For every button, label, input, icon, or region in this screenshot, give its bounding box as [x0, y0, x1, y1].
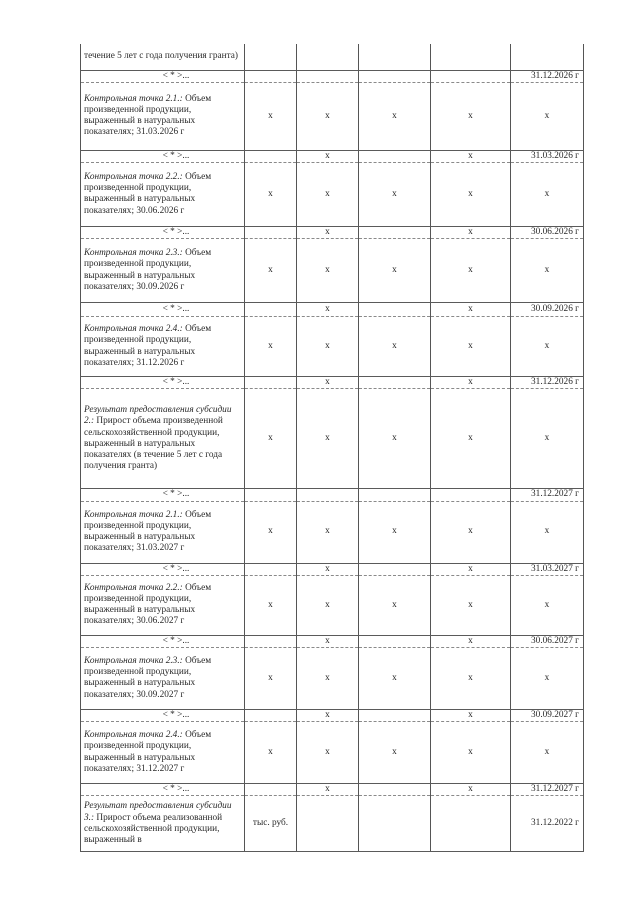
cell-value: x [392, 341, 397, 351]
cell-value: x [544, 265, 550, 275]
cell-value: x [468, 784, 473, 795]
value-cell-3 [297, 226, 359, 238]
indicator-cell [81, 70, 245, 82]
cell-value: x [544, 110, 550, 121]
value-cell-5 [431, 70, 511, 82]
indicator-text: Объем произведенной продукции, выраженный в натуральных показателях; 31.03.2026 г [84, 93, 212, 138]
value-cell-6 [511, 226, 584, 238]
cell-value: x [325, 265, 330, 275]
indicator-cell [81, 489, 245, 501]
cell-value: x [392, 747, 397, 758]
indicator-cell [81, 796, 245, 852]
cell-value: x [325, 672, 330, 683]
value-cell-4 [359, 389, 431, 489]
value-cell-2 [245, 635, 297, 647]
cell-value: x [268, 526, 273, 537]
value-cell-3 [297, 784, 359, 796]
cell-value: x [468, 672, 473, 683]
value-cell-6 [511, 82, 584, 150]
cell-value: 31.12.2026 г [531, 70, 579, 81]
value-cell-6 [511, 162, 584, 226]
cell-value: x [325, 304, 330, 314]
indicator-text: Объем произведенной продукции, выраженный в натуральных показателях; 30.09.2026 г [84, 248, 212, 292]
cell-value: x [268, 110, 273, 121]
indicator-title: Контрольная точка 2.3.: [84, 248, 183, 259]
value-cell-6 [511, 722, 584, 784]
cell-value: x [325, 709, 330, 720]
value-cell-2 [245, 44, 297, 70]
cell-value: x [468, 526, 473, 537]
value-cell-5 [431, 784, 511, 796]
value-cell-3 [297, 489, 359, 501]
cell-value: x [468, 110, 473, 121]
indicator-title: Контрольная точка 2.1.: [84, 93, 183, 104]
value-cell-2 [245, 722, 297, 784]
value-cell-3 [297, 70, 359, 82]
cell-value: x [325, 747, 330, 758]
cell-value: x [392, 110, 397, 121]
cell-value: 31.12.2027 г [531, 489, 579, 500]
value-cell-4 [359, 377, 431, 389]
value-cell-2 [245, 501, 297, 563]
table-subrow [81, 784, 584, 796]
value-cell-5 [431, 239, 511, 303]
cell-value: x [325, 784, 330, 795]
subitem-marker: < * >... [162, 70, 190, 81]
value-cell-3 [297, 317, 359, 377]
table-row [81, 317, 584, 377]
value-cell-4 [359, 70, 431, 82]
value-cell-6 [511, 575, 584, 635]
indicator-title: Результат предоставления субсидии 3.: [84, 801, 232, 823]
table-subrow [81, 635, 584, 647]
cell-value: 30.06.2026 г [531, 226, 579, 237]
indicator-text: Прирост объема реализованной сельскохозяйственной продукции, выраженный в [84, 812, 223, 846]
value-cell-6 [511, 563, 584, 575]
indicator-title: Контрольная точка 2.4.: [84, 730, 183, 741]
indicator-cell [81, 389, 245, 489]
value-cell-4 [359, 303, 431, 317]
value-cell-6 [511, 389, 584, 489]
cell-value: x [392, 265, 397, 275]
value-cell-3 [297, 303, 359, 317]
cell-value: x [468, 341, 473, 351]
subitem-marker: < * >... [162, 635, 190, 646]
cell-value: x [392, 599, 397, 610]
cell-value: 30.06.2027 г [531, 635, 579, 646]
cell-value: x [325, 341, 330, 351]
indicator-cell [81, 162, 245, 226]
value-cell-2 [245, 709, 297, 721]
cell-value: x [325, 563, 330, 574]
indicator-cell [81, 82, 245, 150]
table-subrow [81, 303, 584, 317]
cell-value: x [268, 265, 273, 275]
value-cell-4 [359, 635, 431, 647]
value-cell-5 [431, 501, 511, 563]
value-cell-3 [297, 647, 359, 709]
indicator-text: течение 5 лет с года получения гранта) [84, 51, 238, 62]
value-cell-2 [245, 150, 297, 162]
table-row [81, 501, 584, 563]
value-cell-3 [297, 575, 359, 635]
value-cell-6 [511, 489, 584, 501]
indicator-title: Контрольная точка 2.1.: [84, 509, 183, 520]
value-cell-6 [511, 501, 584, 563]
cell-value: x [544, 747, 550, 758]
value-cell-3 [297, 162, 359, 226]
value-cell-2 [245, 647, 297, 709]
table-row [81, 796, 584, 852]
indicator-cell [81, 563, 245, 575]
table-subrow [81, 226, 584, 238]
cell-value: x [468, 265, 473, 275]
value-cell-4 [359, 575, 431, 635]
cell-value: 31.12.2027 г [531, 784, 579, 795]
table-row [81, 389, 584, 489]
value-cell-5 [431, 303, 511, 317]
cell-value: тыс. руб. [252, 818, 289, 829]
value-cell-6 [511, 635, 584, 647]
indicator-title: Результат предоставления субсидии 2.: [84, 405, 232, 427]
table-row [81, 575, 584, 635]
value-cell-2 [245, 784, 297, 796]
cell-value: x [468, 433, 473, 444]
value-cell-2 [245, 796, 297, 852]
table-subrow [81, 70, 584, 82]
value-cell-3 [297, 796, 359, 852]
indicator-cell [81, 239, 245, 303]
value-cell-6 [511, 647, 584, 709]
value-cell-2 [245, 82, 297, 150]
value-cell-3 [297, 389, 359, 489]
indicator-cell [81, 226, 245, 238]
subitem-marker: < * >... [162, 563, 190, 574]
value-cell-4 [359, 489, 431, 501]
indicator-cell [81, 709, 245, 721]
cell-value: x [268, 433, 273, 444]
value-cell-5 [431, 317, 511, 377]
table-subrow [81, 563, 584, 575]
subitem-marker: < * >... [162, 377, 190, 388]
indicator-text: Объем произведенной продукции, выраженный в натуральных показателях; 30.06.2027 г [84, 582, 212, 627]
cell-value: x [544, 188, 550, 199]
value-cell-3 [297, 501, 359, 563]
cell-value: x [544, 433, 550, 444]
value-cell-3 [297, 635, 359, 647]
indicator-text: Объем произведенной продукции, выраженный в натуральных показателях; 30.09.2027 г [84, 656, 212, 700]
cell-value: x [325, 150, 330, 161]
value-cell-3 [297, 377, 359, 389]
subitem-marker: < * >... [162, 304, 190, 314]
value-cell-6 [511, 239, 584, 303]
indicator-title: Контрольная точка 2.2.: [84, 582, 183, 593]
value-cell-5 [431, 162, 511, 226]
cell-value: x [268, 599, 273, 610]
value-cell-3 [297, 709, 359, 721]
cell-value: x [468, 635, 473, 646]
value-cell-3 [297, 82, 359, 150]
cell-value: x [468, 377, 473, 388]
value-cell-3 [297, 44, 359, 70]
value-cell-5 [431, 796, 511, 852]
cell-value: x [468, 150, 473, 161]
indicator-cell [81, 377, 245, 389]
indicator-cell [81, 317, 245, 377]
indicator-cell [81, 784, 245, 796]
indicator-text: Объем произведенной продукции, выраженный в натуральных показателях; 31.12.2027 г [84, 730, 212, 774]
value-cell-3 [297, 239, 359, 303]
cell-value: x [544, 599, 550, 610]
cell-value: x [544, 672, 550, 683]
cell-value: x [468, 709, 473, 720]
cell-value: 31.03.2027 г [531, 563, 579, 574]
cell-value: x [325, 226, 330, 237]
subitem-marker: < * >... [162, 489, 190, 500]
value-cell-5 [431, 82, 511, 150]
value-cell-4 [359, 150, 431, 162]
results-table [80, 44, 584, 852]
value-cell-5 [431, 722, 511, 784]
cell-value: x [325, 433, 330, 444]
table-row [81, 162, 584, 226]
cell-value: x [268, 672, 273, 683]
cell-value: 31.12.2026 г [531, 377, 579, 388]
cell-value: x [325, 526, 330, 537]
value-cell-2 [245, 226, 297, 238]
cell-value: 30.09.2027 г [531, 709, 579, 720]
results-table-body [81, 44, 584, 852]
value-cell-6 [511, 377, 584, 389]
value-cell-6 [511, 796, 584, 852]
table-row [81, 722, 584, 784]
cell-value: 31.03.2026 г [531, 150, 579, 161]
cell-value: 31.12.2022 г [531, 818, 579, 829]
indicator-title: Контрольная точка 2.2.: [84, 172, 183, 182]
value-cell-3 [297, 563, 359, 575]
value-cell-6 [511, 150, 584, 162]
value-cell-6 [511, 44, 584, 70]
value-cell-2 [245, 377, 297, 389]
value-cell-6 [511, 303, 584, 317]
value-cell-3 [297, 150, 359, 162]
subitem-marker: < * >... [162, 150, 190, 161]
value-cell-5 [431, 150, 511, 162]
cell-value: x [468, 304, 473, 314]
cell-value: x [325, 599, 330, 610]
table-row [81, 82, 584, 150]
indicator-cell [81, 647, 245, 709]
table-row [81, 647, 584, 709]
indicator-title: Контрольная точка 2.4.: [84, 324, 183, 335]
value-cell-2 [245, 303, 297, 317]
indicator-title: Контрольная точка 2.3.: [84, 656, 183, 667]
indicator-cell [81, 150, 245, 162]
subitem-marker: < * >... [162, 226, 190, 237]
value-cell-4 [359, 722, 431, 784]
value-cell-6 [511, 784, 584, 796]
table-subrow [81, 377, 584, 389]
cell-value: x [468, 226, 473, 237]
cell-value: x [325, 110, 330, 121]
indicator-cell [81, 635, 245, 647]
subitem-marker: < * >... [162, 784, 190, 795]
table-row [81, 239, 584, 303]
value-cell-4 [359, 226, 431, 238]
value-cell-5 [431, 44, 511, 70]
indicator-cell [81, 722, 245, 784]
value-cell-2 [245, 239, 297, 303]
cell-value: x [544, 526, 550, 537]
value-cell-4 [359, 317, 431, 377]
cell-value: x [268, 747, 273, 758]
cell-value: x [325, 635, 330, 646]
value-cell-2 [245, 563, 297, 575]
cell-value: x [468, 563, 473, 574]
cell-value: x [468, 599, 473, 610]
value-cell-5 [431, 563, 511, 575]
value-cell-3 [297, 722, 359, 784]
value-cell-5 [431, 635, 511, 647]
value-cell-5 [431, 647, 511, 709]
cell-value: x [392, 188, 397, 199]
cell-value: 30.09.2026 г [531, 304, 579, 314]
value-cell-4 [359, 162, 431, 226]
indicator-text: Объем произведенной продукции, выраженный в натуральных показателях; 30.06.2026 г [84, 172, 212, 216]
value-cell-5 [431, 377, 511, 389]
indicator-cell [81, 575, 245, 635]
table-subrow [81, 150, 584, 162]
indicator-text: Прирост объема произведенной сельскохозяйственной продукции, выраженный в натуральных показателях (в течение 5 лет с года получения гранта) [84, 416, 223, 472]
value-cell-4 [359, 796, 431, 852]
value-cell-2 [245, 575, 297, 635]
cell-value: x [468, 188, 473, 199]
value-cell-2 [245, 70, 297, 82]
cell-value: x [268, 188, 273, 199]
indicator-cell [81, 303, 245, 317]
cell-value: x [544, 341, 550, 351]
value-cell-2 [245, 389, 297, 489]
value-cell-4 [359, 239, 431, 303]
table-subrow [81, 489, 584, 501]
value-cell-6 [511, 709, 584, 721]
value-cell-4 [359, 82, 431, 150]
value-cell-4 [359, 44, 431, 70]
value-cell-5 [431, 489, 511, 501]
indicator-cell [81, 44, 245, 70]
cell-value: x [325, 377, 330, 388]
value-cell-2 [245, 317, 297, 377]
cell-value: x [392, 433, 397, 444]
table-row [81, 44, 584, 70]
cell-value: x [468, 747, 473, 758]
value-cell-4 [359, 647, 431, 709]
indicator-text: Объем произведенной продукции, выраженный в натуральных показателях; 31.03.2027 г [84, 509, 212, 554]
cell-value: x [392, 672, 397, 683]
value-cell-2 [245, 162, 297, 226]
value-cell-4 [359, 501, 431, 563]
cell-value: x [325, 188, 330, 199]
value-cell-5 [431, 389, 511, 489]
value-cell-2 [245, 489, 297, 501]
value-cell-4 [359, 709, 431, 721]
cell-value: x [392, 526, 397, 537]
value-cell-4 [359, 784, 431, 796]
table-subrow [81, 709, 584, 721]
value-cell-5 [431, 709, 511, 721]
value-cell-5 [431, 226, 511, 238]
value-cell-6 [511, 70, 584, 82]
value-cell-5 [431, 575, 511, 635]
cell-value: x [268, 341, 273, 351]
indicator-text: Объем произведенной продукции, выраженный в натуральных показателях; 31.12.2026 г [84, 324, 212, 368]
subitem-marker: < * >... [162, 709, 190, 720]
value-cell-6 [511, 317, 584, 377]
indicator-cell [81, 501, 245, 563]
value-cell-4 [359, 563, 431, 575]
